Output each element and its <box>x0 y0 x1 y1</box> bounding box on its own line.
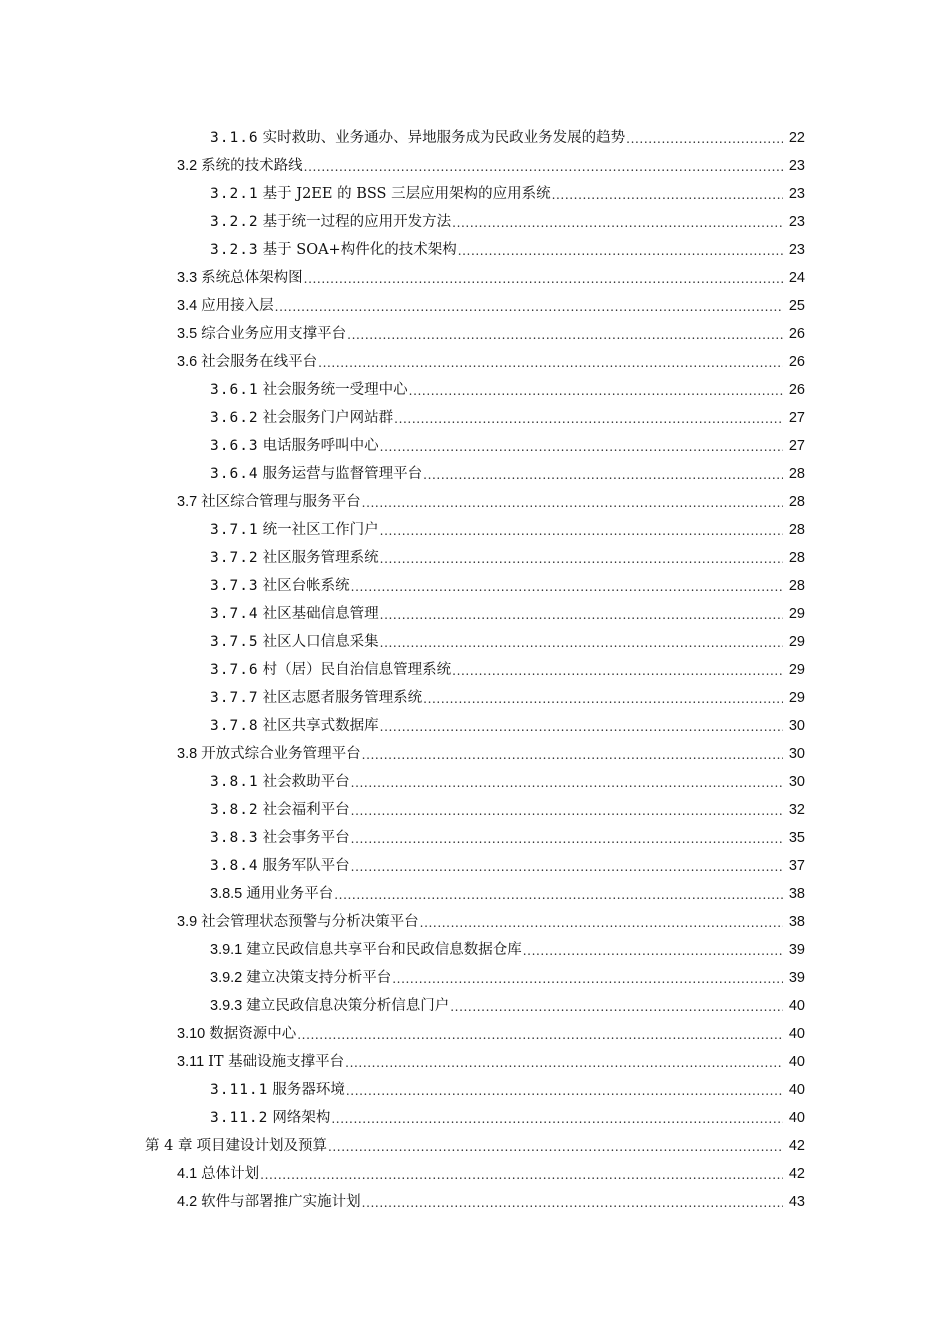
toc-entry-page: 30 <box>788 718 805 734</box>
toc-entry-label <box>210 964 392 992</box>
toc-entry-number: 3.7 <box>177 494 198 510</box>
toc-entry-page: 40 <box>788 1026 805 1042</box>
toc-entry-page: 35 <box>788 830 805 846</box>
toc-entry-label <box>210 1076 346 1104</box>
toc-entry-3-7-6[interactable] <box>210 656 805 684</box>
dot-leader <box>318 348 783 376</box>
toc-entry-title: 社会服务门户网站群 <box>262 410 394 426</box>
toc-entry-3-7-7[interactable] <box>210 684 805 712</box>
toc-entry-3-7-5[interactable] <box>210 628 805 656</box>
dot-leader <box>626 124 783 152</box>
toc-entry-3-11-2[interactable] <box>210 1104 805 1132</box>
toc-entry-label <box>210 1104 331 1132</box>
toc-entry-label <box>210 404 394 432</box>
toc-entry-label <box>210 544 380 572</box>
toc-entry-number: 3.7.3 <box>210 578 259 594</box>
toc-entry-label <box>210 236 458 264</box>
toc-entry-page: 23 <box>788 214 805 230</box>
toc-entry-3-9-3[interactable] <box>210 992 805 1020</box>
toc-entry-number: 3.7.5 <box>210 634 259 650</box>
dot-leader <box>275 292 783 320</box>
toc-entry-3-9[interactable] <box>177 908 805 936</box>
toc-entry-label <box>210 628 380 656</box>
toc-entry-page: 38 <box>788 886 805 902</box>
toc-entry-page: 27 <box>788 410 805 426</box>
toc-entry-3-7-3[interactable] <box>210 572 805 600</box>
dot-leader <box>380 712 783 740</box>
toc-entry-label <box>177 292 275 320</box>
toc-entry-number: 3.8.1 <box>210 774 259 790</box>
toc-entry-3-8-1[interactable] <box>210 768 805 796</box>
dot-leader <box>351 572 783 600</box>
toc-entry-page: 28 <box>788 578 805 594</box>
toc-entry-title: 社区共享式数据库 <box>262 718 379 734</box>
toc-entry-label <box>210 516 380 544</box>
toc-entry-number: 3.10 <box>177 1026 206 1042</box>
toc-entry-label <box>177 348 318 376</box>
toc-entry-title: 服务运营与监督管理平台 <box>262 466 423 482</box>
toc-entry-page: 26 <box>788 326 805 342</box>
dot-leader <box>260 1160 783 1188</box>
dot-leader <box>392 964 783 992</box>
dot-leader <box>328 1132 783 1160</box>
toc-entry-3-6-2[interactable] <box>210 404 805 432</box>
toc-entry-3-2-3[interactable] <box>210 236 805 264</box>
toc-entry-label <box>177 740 362 768</box>
toc-entry-title: 建立民政信息决策分析信息门户 <box>246 998 450 1014</box>
toc-entry-title: 社区服务管理系统 <box>262 550 379 566</box>
toc-entry-number: 第 4 章 <box>145 1138 193 1154</box>
toc-entry-page: 40 <box>788 1110 805 1126</box>
toc-entry-page: 28 <box>788 466 805 482</box>
toc-entry-label <box>177 1188 362 1216</box>
toc-entry-number: 3.9.2 <box>210 970 243 986</box>
toc-entry-page: 25 <box>788 298 805 314</box>
toc-entry-page: 40 <box>788 1054 805 1070</box>
toc-entry-page: 43 <box>788 1194 805 1210</box>
toc-entry-title: 村（居）民自治信息管理系统 <box>262 662 452 678</box>
dot-leader <box>304 152 783 180</box>
toc-entry-page: 26 <box>788 382 805 398</box>
toc-entry-label <box>210 572 351 600</box>
toc-entry-page: 29 <box>788 690 805 706</box>
toc-entry-page: 30 <box>788 746 805 762</box>
toc-entry-title: 建立决策支持分析平台 <box>246 970 392 986</box>
toc-entry-3-1-6[interactable] <box>210 124 805 152</box>
toc-entry-number: 3.6 <box>177 354 198 370</box>
toc-entry-number: 3.3 <box>177 270 198 286</box>
toc-entry-3-8-2[interactable] <box>210 796 805 824</box>
dot-leader <box>334 880 783 908</box>
toc-entry-number: 3.2 <box>177 158 198 174</box>
toc-entry-number: 3.7.8 <box>210 718 259 734</box>
toc-entry-3-2[interactable] <box>177 152 805 180</box>
toc-entry-label <box>177 1160 260 1188</box>
dot-leader <box>423 684 783 712</box>
toc-entry-label <box>177 1048 345 1076</box>
toc-entry-page: 42 <box>788 1166 805 1182</box>
toc-entry-3-11-1[interactable] <box>210 1076 805 1104</box>
toc-entry-label <box>210 936 523 964</box>
toc-entry-label <box>177 152 304 180</box>
toc-entry-title: 项目建设计划及预算 <box>196 1138 327 1154</box>
toc-entry-label <box>210 600 380 628</box>
toc-entry-label <box>210 796 351 824</box>
toc-entry-title: 综合业务应用支撑平台 <box>201 326 347 342</box>
toc-entry-3-3[interactable] <box>177 264 805 292</box>
toc-entry-3-5[interactable] <box>177 320 805 348</box>
toc-entry-label <box>210 768 351 796</box>
dot-leader <box>523 936 783 964</box>
toc-entry-title: 基于统一过程的应用开发方法 <box>262 214 452 230</box>
toc-entry-number: 3.11.2 <box>210 1110 269 1126</box>
toc-entry-3-9-2[interactable] <box>210 964 805 992</box>
dot-leader <box>346 1076 783 1104</box>
toc-entry-3-7[interactable] <box>177 488 805 516</box>
toc-entry-number: 4.1 <box>177 1166 198 1182</box>
toc-entry-page: 23 <box>788 186 805 202</box>
toc-entry-title: 社区人口信息采集 <box>262 634 379 650</box>
toc-entry-title: 网络架构 <box>272 1110 331 1126</box>
toc-entry-3-10[interactable] <box>177 1020 805 1048</box>
toc-entry-3-4[interactable] <box>177 292 805 320</box>
toc-entry-page: 22 <box>788 130 805 146</box>
dot-leader <box>380 544 783 572</box>
toc-entry-title: 总体计划 <box>201 1166 260 1182</box>
toc-entry-4-2[interactable] <box>177 1188 805 1216</box>
toc-entry-title: 社会救助平台 <box>262 774 350 790</box>
toc-entry-title: 社会管理状态预警与分析决策平台 <box>201 914 419 930</box>
toc-entry-number: 3.8 <box>177 746 198 762</box>
toc-entry-title: 统一社区工作门户 <box>262 522 379 538</box>
toc-entry-number: 3.4 <box>177 298 198 314</box>
toc-entry-title: 服务军队平台 <box>262 858 350 874</box>
toc-entry-title: 系统总体架构图 <box>201 270 303 286</box>
dot-leader <box>450 992 783 1020</box>
dot-leader <box>362 488 783 516</box>
toc-entry-page: 38 <box>788 914 805 930</box>
toc-entry-title: IT 基础设施支撑平台 <box>208 1054 345 1070</box>
toc-entry-title: 应用接入层 <box>201 298 274 314</box>
toc-entry-3-8-5[interactable] <box>210 880 805 908</box>
toc-entry-page: 24 <box>788 270 805 286</box>
toc-entry-label <box>210 432 380 460</box>
toc-entry-label <box>177 320 347 348</box>
toc-entry-number: 3.7.6 <box>210 662 259 678</box>
toc-entry-title: 社区基础信息管理 <box>262 606 379 622</box>
toc-entry-label <box>177 264 304 292</box>
toc-entry-label <box>177 908 420 936</box>
dot-leader <box>394 404 783 432</box>
dot-leader <box>452 656 783 684</box>
toc-entry-page: 26 <box>788 354 805 370</box>
dot-leader <box>351 852 783 880</box>
toc-entry-page: 40 <box>788 998 805 1014</box>
toc-entry-number: 3.6.3 <box>210 438 259 454</box>
toc-entry-title: 社会事务平台 <box>262 830 350 846</box>
dot-leader <box>420 908 783 936</box>
dot-leader <box>331 1104 783 1132</box>
toc-entry-number: 3.2.3 <box>210 242 259 258</box>
toc-entry-number: 3.5 <box>177 326 198 342</box>
toc-entry-label <box>210 208 452 236</box>
toc-entry-3-8-3[interactable] <box>210 824 805 852</box>
dot-leader <box>351 824 783 852</box>
toc-entry-4[interactable] <box>145 1132 805 1160</box>
toc-entry-title: 实时救助、业务通办、异地服务成为民政业务发展的趋势 <box>262 130 626 146</box>
dot-leader <box>409 376 783 404</box>
toc-entry-page: 23 <box>788 242 805 258</box>
toc-entry-number: 3.8.3 <box>210 830 259 846</box>
toc-entry-title: 建立民政信息共享平台和民政信息数据仓库 <box>246 942 522 958</box>
dot-leader <box>380 432 783 460</box>
toc-entry-number: 3.1.6 <box>210 130 259 146</box>
toc-entry-label <box>210 656 452 684</box>
toc-entry-title: 服务器环境 <box>272 1082 345 1098</box>
toc-entry-3-6-3[interactable] <box>210 432 805 460</box>
dot-leader <box>304 264 783 292</box>
toc-entry-3-6-4[interactable] <box>210 460 805 488</box>
toc-entry-title: 社区台帐系统 <box>262 578 350 594</box>
dot-leader <box>347 320 783 348</box>
dot-leader <box>452 208 783 236</box>
toc-entry-label <box>210 376 409 404</box>
toc-entry-3-7-8[interactable] <box>210 712 805 740</box>
toc-entry-number: 3.9 <box>177 914 198 930</box>
toc-entry-title: 社会服务统一受理中心 <box>262 382 408 398</box>
toc-entry-title: 社会福利平台 <box>262 802 350 818</box>
toc-entry-number: 3.9.1 <box>210 942 243 958</box>
toc-entry-3-2-1[interactable] <box>210 180 805 208</box>
toc-entry-page: 29 <box>788 606 805 622</box>
toc-entry-page: 28 <box>788 550 805 566</box>
toc-entry-label <box>177 1020 297 1048</box>
toc-entry-3-7-4[interactable] <box>210 600 805 628</box>
toc-entry-title: 系统的技术路线 <box>201 158 303 174</box>
toc-entry-page: 40 <box>788 1082 805 1098</box>
toc-entry-number: 3.2.1 <box>210 186 259 202</box>
toc-entry-number: 3.7.7 <box>210 690 259 706</box>
toc-entry-page: 27 <box>788 438 805 454</box>
toc-entry-3-7-1[interactable] <box>210 516 805 544</box>
dot-leader <box>351 768 783 796</box>
toc-entry-number: 3.11.1 <box>210 1082 269 1098</box>
toc-entry-3-6-1[interactable] <box>210 376 805 404</box>
toc-entry-number: 3.6.2 <box>210 410 259 426</box>
dot-leader <box>380 600 783 628</box>
toc-entry-page: 29 <box>788 634 805 650</box>
toc-entry-label <box>177 488 362 516</box>
toc-entry-number: 3.8.4 <box>210 858 259 874</box>
toc-entry-title: 开放式综合业务管理平台 <box>201 746 361 762</box>
toc-entry-title: 基于 J2EE 的 BSS 三层应用架构的应用系统 <box>262 186 551 202</box>
toc-entry-number: 3.6.1 <box>210 382 259 398</box>
toc-entry-page: 42 <box>788 1138 805 1154</box>
toc-entry-title: 社会服务在线平台 <box>201 354 318 370</box>
toc-entry-label <box>210 852 351 880</box>
toc-entry-number: 3.7.2 <box>210 550 259 566</box>
toc-entry-page: 39 <box>788 970 805 986</box>
toc-entry-label <box>145 1132 328 1160</box>
toc-entry-number: 3.6.4 <box>210 466 259 482</box>
toc-entry-number: 3.8.2 <box>210 802 259 818</box>
dot-leader <box>380 628 783 656</box>
toc-entry-number: 3.8.5 <box>210 886 243 902</box>
toc-entry-title: 软件与部署推广实施计划 <box>201 1194 361 1210</box>
toc-entry-label <box>210 684 423 712</box>
dot-leader <box>297 1020 783 1048</box>
toc-entry-3-2-2[interactable] <box>210 208 805 236</box>
toc-entry-3-8[interactable] <box>177 740 805 768</box>
dot-leader <box>423 460 783 488</box>
toc-entry-number: 4.2 <box>177 1194 198 1210</box>
toc-entry-page: 32 <box>788 802 805 818</box>
toc-entry-page: 37 <box>788 858 805 874</box>
toc-entry-page: 30 <box>788 774 805 790</box>
toc-entry-page: 28 <box>788 494 805 510</box>
toc-entry-3-9-1[interactable] <box>210 936 805 964</box>
toc-entry-number: 3.7.4 <box>210 606 259 622</box>
toc-entry-label <box>210 824 351 852</box>
dot-leader <box>380 516 783 544</box>
toc-entry-label <box>210 124 626 152</box>
toc-entry-title: 社区综合管理与服务平台 <box>201 494 361 510</box>
toc-entry-label <box>210 992 450 1020</box>
toc-entry-number: 3.9.3 <box>210 998 243 1014</box>
toc-entry-title: 电话服务呼叫中心 <box>262 438 379 454</box>
toc-entry-page: 28 <box>788 522 805 538</box>
toc-entry-number: 3.11 <box>177 1054 205 1070</box>
table-of-contents <box>0 124 950 1216</box>
dot-leader <box>362 740 783 768</box>
toc-list <box>0 124 950 1216</box>
dot-leader <box>351 796 783 824</box>
toc-entry-label <box>210 460 423 488</box>
dot-leader <box>345 1048 783 1076</box>
toc-entry-number: 3.2.2 <box>210 214 259 230</box>
toc-entry-number: 3.7.1 <box>210 522 259 538</box>
toc-entry-page: 39 <box>788 942 805 958</box>
toc-entry-title: 社区志愿者服务管理系统 <box>262 690 423 706</box>
toc-entry-page: 29 <box>788 662 805 678</box>
toc-entry-3-6[interactable] <box>177 348 805 376</box>
toc-entry-page: 23 <box>788 158 805 174</box>
toc-entry-3-7-2[interactable] <box>210 544 805 572</box>
toc-entry-title: 基于 SOA+构件化的技术架构 <box>262 242 457 258</box>
toc-entry-label <box>210 180 552 208</box>
dot-leader <box>458 236 783 264</box>
toc-entry-3-11[interactable] <box>177 1048 805 1076</box>
dot-leader <box>552 180 783 208</box>
toc-entry-label <box>210 880 334 908</box>
toc-entry-label <box>210 712 380 740</box>
toc-entry-4-1[interactable] <box>177 1160 805 1188</box>
toc-entry-3-8-4[interactable] <box>210 852 805 880</box>
toc-entry-title: 数据资源中心 <box>209 1026 297 1042</box>
dot-leader <box>362 1188 783 1216</box>
toc-entry-title: 通用业务平台 <box>246 886 334 902</box>
